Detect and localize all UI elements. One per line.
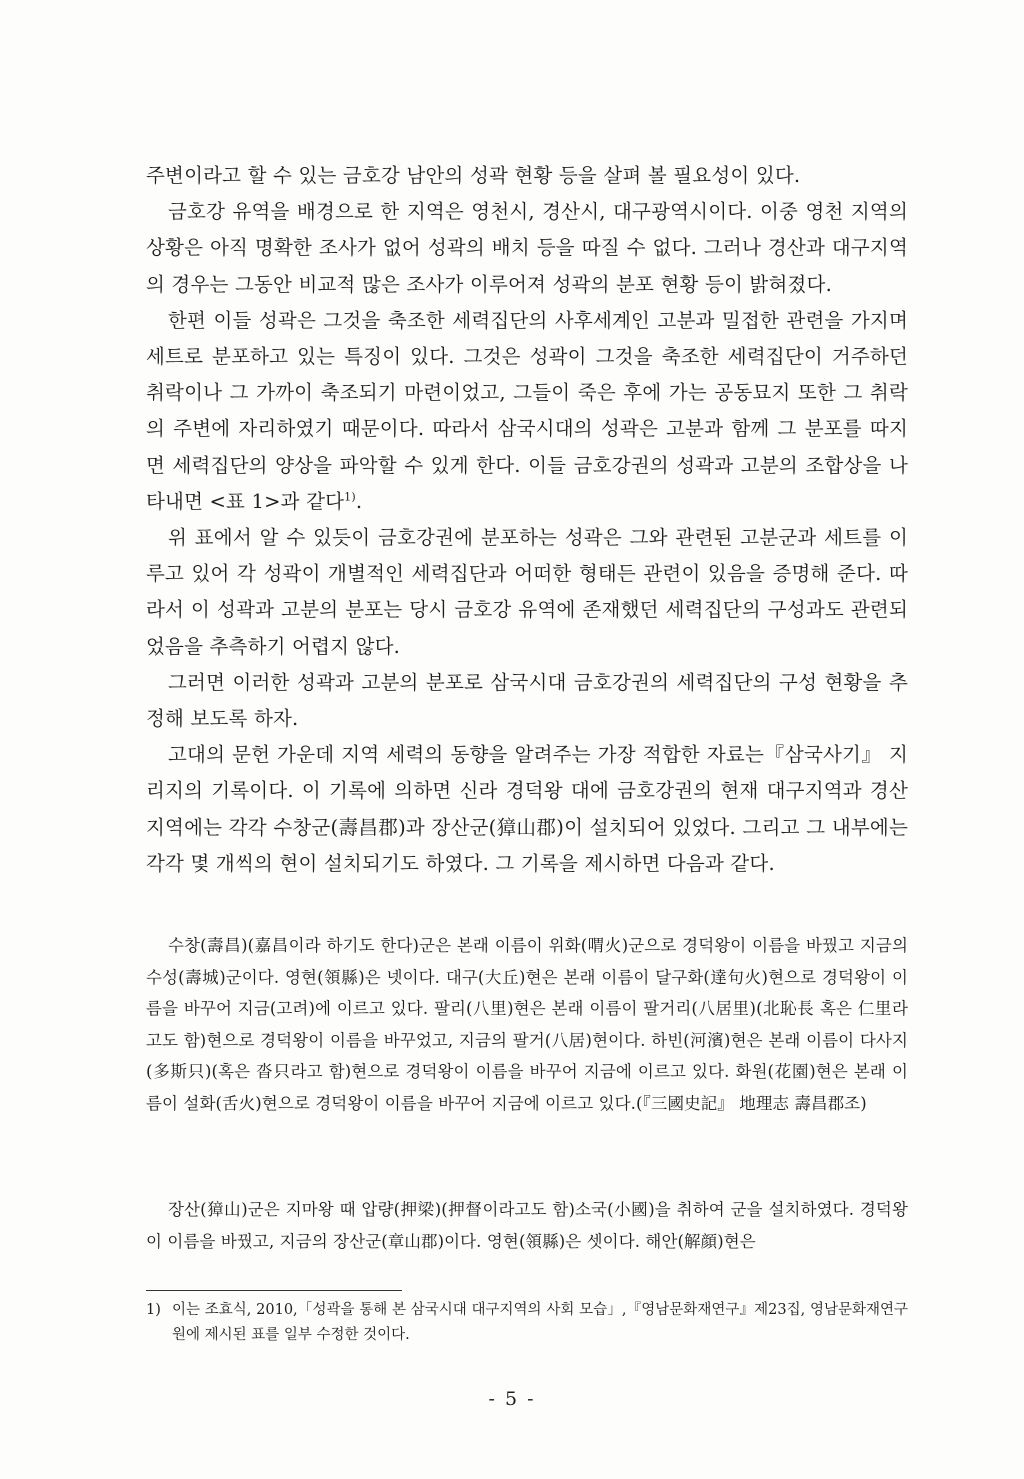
paragraph-3 xyxy=(146,303,908,520)
footnote-divider xyxy=(146,1290,402,1291)
footnote-reference[interactable]: 1) xyxy=(344,490,356,504)
paragraph-1: 주변이라고 할 수 있는 금호강 남안의 성곽 현황 등을 살펴 볼 필요성이 있다. xyxy=(146,164,801,187)
paragraph-5: 그러면 이러한 성곽과 고분의 분포로 삼국시대 금호강권의 세력집단의 구성 현황을 추정해 보도록 하자. xyxy=(146,670,908,731)
paragraph-6: 고대의 문헌 가운데 지역 세력의 동향을 알려주는 가장 적합한 자료는『삼국사기』 지리지의 기록이다. 이 기록에 의하면 신라 경덕왕 대에 금호강권의 현재 대구지역과 경산지역에는 각각 수창군(壽昌郡)과 장산군(獐山郡)이 설치되어 있었다. 그리고 그 내부에는 각각 몇 개씩의 현이 설치되기도 하였다. 그 기록을 제시하면 다음과 같다. xyxy=(146,743,908,875)
footnote-mark: 1) xyxy=(146,1302,161,1318)
paragraph-3-period: . xyxy=(355,489,363,513)
block-quote-suchang: 수창(壽昌)(嘉昌이라 하기도 한다)군은 본래 이름이 위화(喟火)군으로 경덕왕이 이름을 바꿨고 지금의 수성(壽城)군이다. 영현(領縣)은 넷이다. 대구(大丘)현은 본래 이름이 달구화(達句火)현으로 경덕왕이 이름을 바꾸어 지금(고려)에 이르고 있다. 팔리(八里)현은 본래 이름이 팔거리(八居里)(北恥長 혹은 仁里라고도 함)현으로 경덕왕이 이름을 바꾸었고, 지금의 팔거(八居)현이다. 하빈(河濱)현은 본래 이름이 다사지(多斯只)(혹은 沓只라고 함)현으로 경덕왕이 이름을 바꾸어 지금에 이르고 있다. 화원(花園)현은 본래 이름이 설화(舌火)현으로 경덕왕이 이름을 바꾸어 지금에 이르고 있다.(『三國史記』 地理志 壽昌郡조) xyxy=(146,936,908,1113)
paragraph-3-text: 한편 이들 성곽은 그것을 축조한 세력집단의 사후세계인 고분과 밀접한 관련을 가지며 세트로 분포하고 있는 특징이 있다. 그것은 성곽이 그것을 축조한 세력집단이 거주하던 취락이나 그 가까이 축조되기 마련이었고, 그들이 죽은 후에 가는 공동묘지 또한 그 취락의 주변에 자리하였기 때문이다. 따라서 삼국시대의 성곽은 고분과 함께 그 분포를 따지면 세력집단의 양상을 파악할 수 있게 한다. 이들 금호강권의 성곽과 고분의 조합상을 나타내면 <표 1>과 같다 xyxy=(146,308,908,513)
block-quote-jangsan: 장산(獐山)군은 지마왕 때 압량(押梁)(押督이라고도 함)소국(小國)을 취하여 군을 설치하였다. 경덕왕이 이름을 바꿨고, 지금의 장산군(章山郡)이다. 영현(領縣)은 셋이다. 해안(解顔)현은 xyxy=(146,1200,908,1251)
body-text xyxy=(146,158,908,882)
footnote-text: 이는 조효식, 2010,「성곽을 통해 본 삼국시대 대구지역의 사회 모습」,『영남문화재연구』제23집, 영남문화재연구원에 제시된 표를 일부 수정한 것이다. xyxy=(172,1302,908,1343)
paragraph-2: 금호강 유역을 배경으로 한 지역은 영천시, 경산시, 대구광역시이다. 이중 영천 지역의 상황은 아직 명확한 조사가 없어 성곽의 배치 등을 따질 수 없다. 그러나 경산과 대구지역의 경우는 그동안 비교적 많은 조사가 이루어져 성곽의 분포 현황 등이 밝혀졌다. xyxy=(146,200,908,296)
footnote xyxy=(146,1298,908,1348)
page-number: - 5 - xyxy=(488,1388,536,1410)
paragraph-4: 위 표에서 알 수 있듯이 금호강권에 분포하는 성곽은 그와 관련된 고분군과 세트를 이루고 있어 각 성곽이 개별적인 세력집단과 어떠한 형태든 관련이 있음을 증명해 준다. 따라서 이 성곽과 고분의 분포는 당시 금호강 유역에 존재했던 세력집단의 구성과도 관련되었음을 추측하기 어렵지 않다. xyxy=(146,526,908,658)
